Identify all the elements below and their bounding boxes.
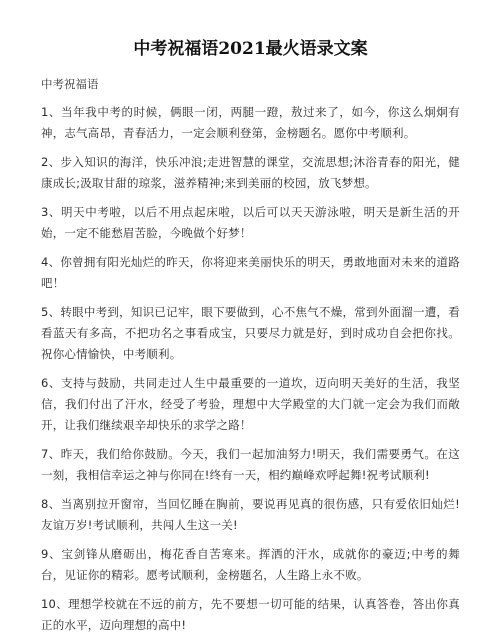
paragraph-1: 1、当年我中考的时候，俩眼一闭，两腿一蹬，敖过来了，如今，你这么炯炯有神，志气高昂，青春活力，一定会顺利登第，金榜题名。愿你中考顺利。 (41, 105, 460, 140)
paragraph-9: 9、宝剑锋从磨砺出，梅花香自苦寒来。挥洒的汗水，成就你的豪迈;中考的舞台，见证你的精彩。愿考试顺利，金榜题名，人生路上永不败。 (41, 547, 460, 582)
paragraph-4: 4、你曾拥有阳光灿烂的昨天，你将迎来美丽快乐的明天，勇敢地面对未来的道路吧！ (41, 255, 460, 290)
paragraph-5: 5、转眼中考到，知识已记牢，眼下要做到，心不焦气不燥，常到外面溜一遭，看看蓝天有多高，不把功名之事看成宝，只要尽力就是好，到时成功自会把你找。祝你心情愉快，中考顺利。 (41, 305, 460, 361)
article-title: 中考祝福语2021最火语录文案 (133, 39, 368, 59)
paragraph-6: 6、支持与鼓励，共同走过人生中最重要的一道坎，迈向明天美好的生活，我坚信，我们付出了汗水，经受了考验，理想中大学殿堂的大门就一定会为我们而敞开，让我们继续艰辛却快乐的求学之路！ (41, 376, 460, 432)
paragraph-3: 3、明天中考啦，以后不用点起床啦，以后可以天天游泳啦，明天是新生活的开始，一定不能愁眉苦脸，今晚做个好梦！ (41, 205, 460, 240)
paragraph-2: 2、步入知识的海洋，快乐冲浪;走进智慧的课堂，交流思想;沐浴青春的阳光，健康成长;汲取甘甜的琼浆，滋养精神;来到美丽的校园，放飞梦想。 (41, 155, 460, 190)
paragraph-10: 10、理想学校就在不远的前方，先不要想一切可能的结果，认真答卷，答出你真正的水平，迈向理想的高中! (41, 597, 460, 632)
paragraph-7: 7、昨天，我们给你鼓励。今天，我们一起加油努力!明天，我们需要勇气。在这一刻，我相信幸运之神与你同在!终有一天，相约巅峰欢呼起舞!祝考试顺利! (41, 447, 460, 482)
section-label: 中考祝福语 (41, 77, 99, 91)
paragraph-8: 8、当离别拉开窗帘，当回忆睡在胸前，要说再见真的很伤感，只有爱依旧灿烂!友谊万岁!考试顺利，共闯人生这一关! (41, 497, 460, 532)
